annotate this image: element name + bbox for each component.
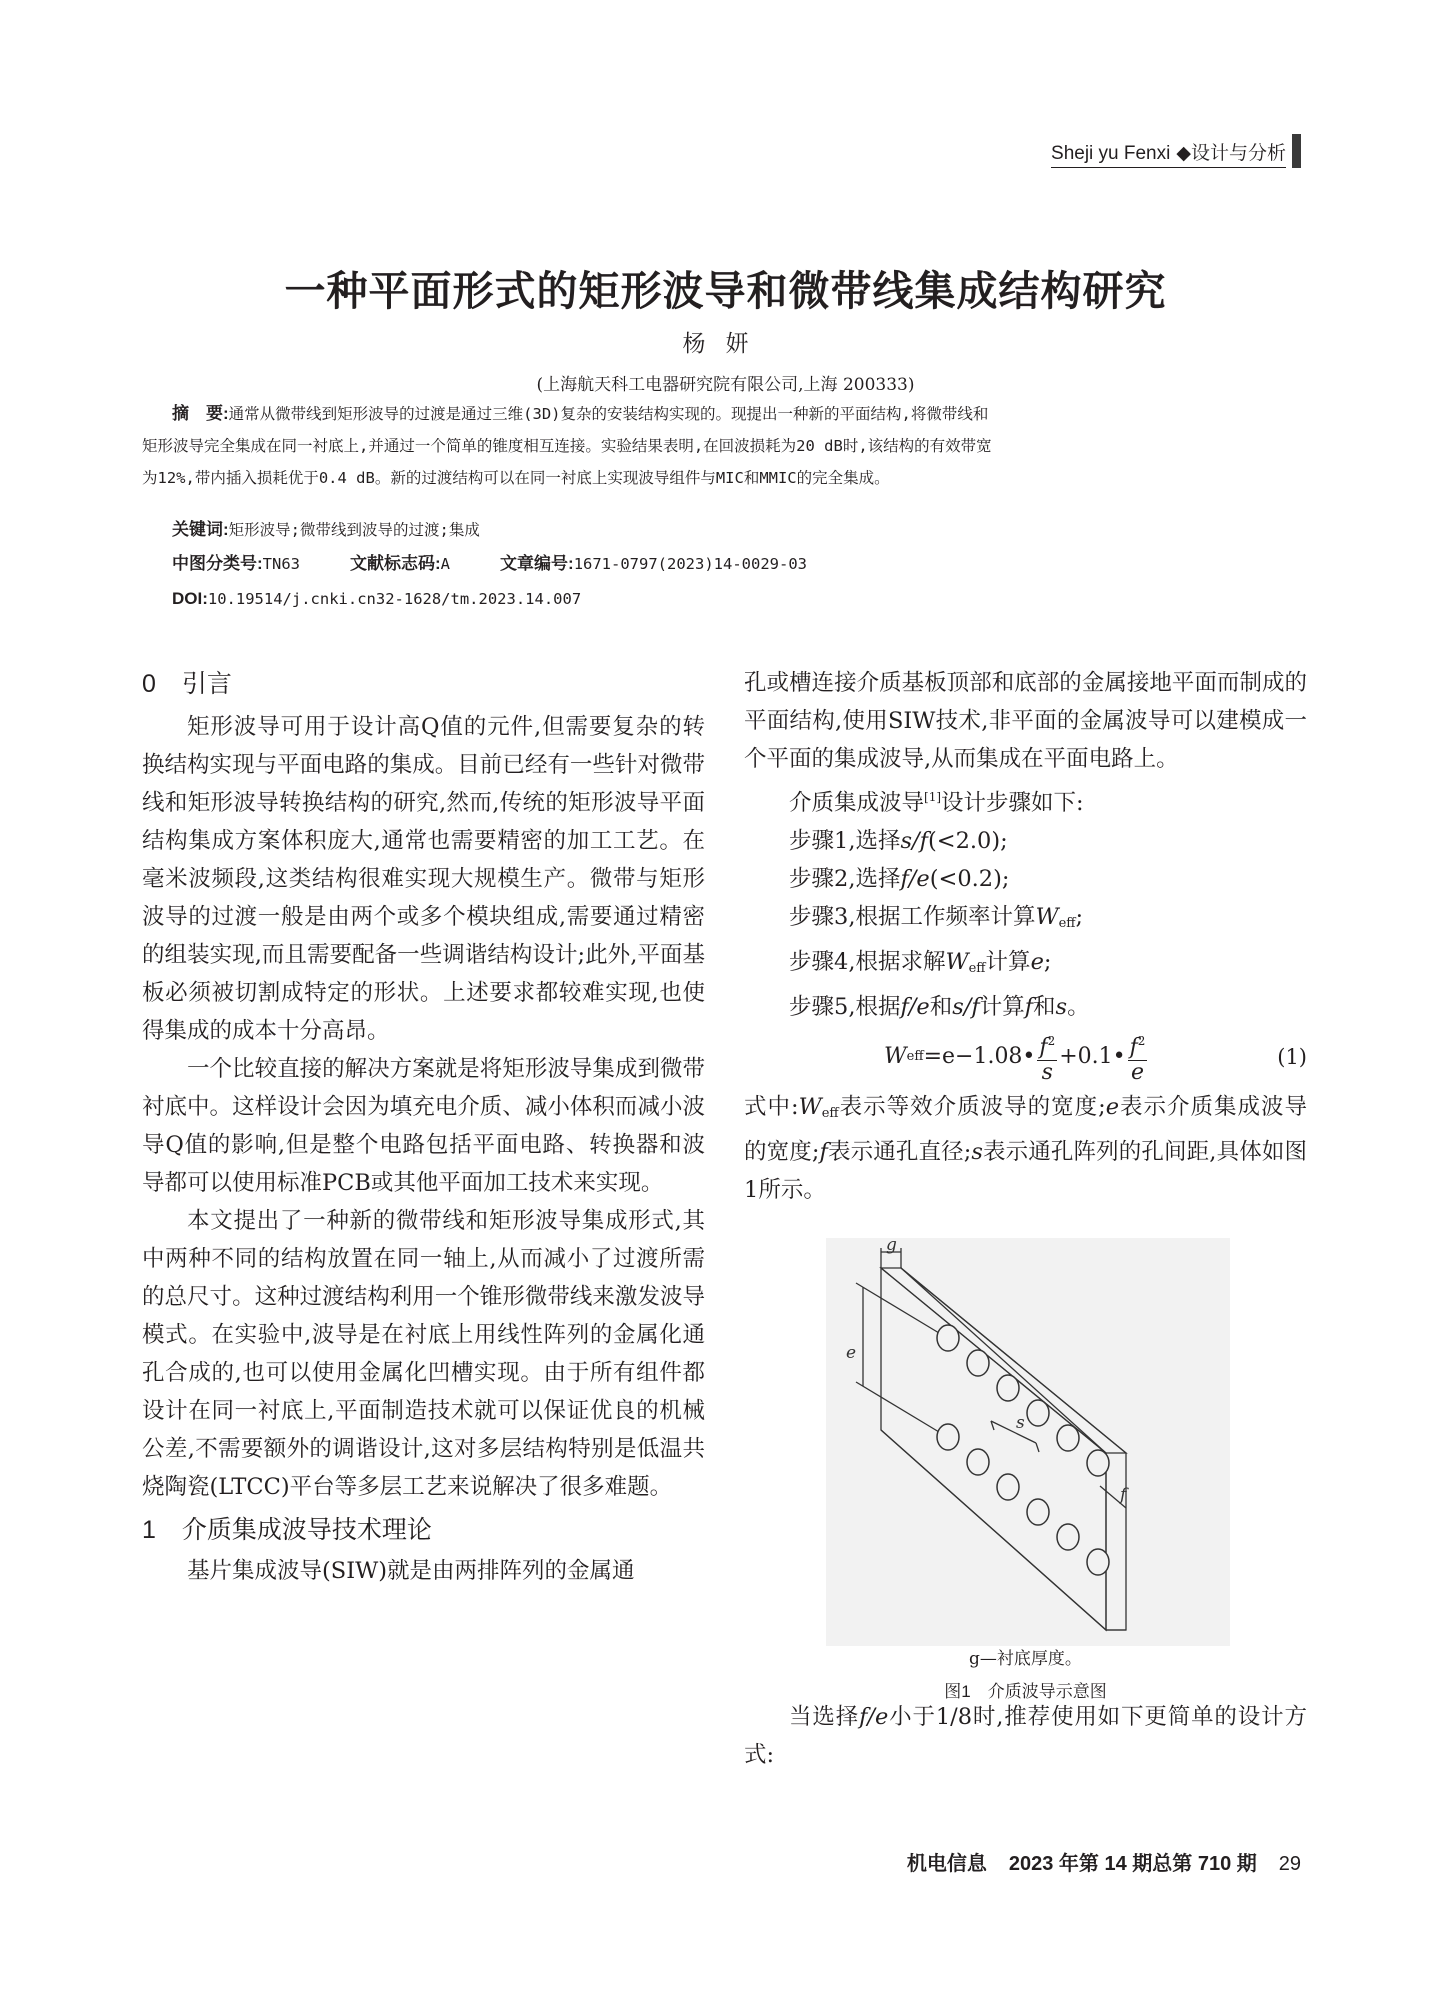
step-2-text: 步骤2,选择 xyxy=(789,866,901,892)
issue-info: 2023 年第 14 期总第 710 期 xyxy=(1008,1853,1257,1875)
step-5-f: f xyxy=(1024,994,1034,1020)
expl-f-desc: 表示通孔直径; xyxy=(827,1139,972,1165)
step-4 xyxy=(744,943,1307,988)
design-steps-intro-tail: 设计步骤如下: xyxy=(941,790,1084,816)
eq-s: s xyxy=(1041,1060,1053,1085)
figure-1 xyxy=(826,1238,1230,1646)
paragraph-after-figure xyxy=(744,1698,1307,1774)
paragraph-after-figure-text xyxy=(744,1698,1307,1774)
step-5-and: 和 xyxy=(929,994,953,1020)
doi xyxy=(142,583,1310,615)
eq-fraction-1-num xyxy=(1037,1029,1057,1061)
eq-f1: f xyxy=(1039,1035,1048,1060)
fig-label-f: f xyxy=(1120,1485,1127,1505)
p-after-ratio: f/e xyxy=(859,1704,889,1730)
step-3-w: W xyxy=(1035,904,1059,930)
running-head-en: Sheji yu Fenxi xyxy=(1051,143,1171,164)
abstract xyxy=(142,398,1310,494)
clc-value: TN63 xyxy=(262,555,300,573)
step-3-text: 步骤3,根据工作频率计算 xyxy=(789,904,1036,930)
section-0-number: 0 xyxy=(142,670,156,698)
step-2-ratio: f/e xyxy=(900,866,930,892)
left-column xyxy=(142,664,705,1590)
article-no-label: 文章编号: xyxy=(500,554,574,573)
p-after-a: 当选择 xyxy=(789,1704,860,1730)
step-1-ratio: s/f xyxy=(900,828,928,854)
step-5 xyxy=(744,988,1307,1026)
step-1 xyxy=(744,822,1307,860)
running-head-text xyxy=(1051,138,1286,168)
author: 杨妍 xyxy=(682,331,769,357)
eq-e: e xyxy=(1131,1060,1145,1085)
paragraph-siw: 基片集成波导(SIW)就是由两排阵列的金属通 xyxy=(187,1558,635,1584)
step-5-sf: s/f xyxy=(952,994,980,1020)
journal-name: 机电信息 xyxy=(906,1853,987,1875)
design-steps-intro-text: 介质集成波导 xyxy=(789,790,925,816)
section-0-title: 引言 xyxy=(181,670,232,698)
expl-prefix: 式中: xyxy=(744,1094,799,1120)
running-head-bar xyxy=(1292,134,1301,168)
doi-label: DOI: xyxy=(172,589,208,608)
expl-e: e xyxy=(1105,1094,1120,1120)
step-4-end: ; xyxy=(1043,949,1052,975)
diamond-icon: ◆ xyxy=(1176,143,1191,164)
step-4-mid: 计算 xyxy=(985,949,1031,975)
step-4-w-sub: eff xyxy=(968,961,986,976)
step-4-text: 步骤4,根据求解 xyxy=(789,949,946,975)
siw-diagram xyxy=(826,1238,1230,1646)
equation-explanation xyxy=(744,1088,1307,1209)
p-after-c: 小于1/8时,推荐使用如下更简单的设计方式: xyxy=(744,1704,1307,1768)
section-1-heading xyxy=(142,1510,705,1550)
eq-w-sub: eff xyxy=(906,1049,924,1064)
section-1-title: 介质集成波导技术理论 xyxy=(181,1516,432,1544)
step-2 xyxy=(744,860,1307,898)
doi-value: 10.19514/j.cnki.cn32-1628/tm.2023.14.007 xyxy=(207,590,582,608)
fig-label-s: s xyxy=(1016,1413,1025,1433)
article-no-value: 1671-0797(2023)14-0029-03 xyxy=(573,555,807,573)
abstract-line-1 xyxy=(142,398,1310,430)
step-5-and-2: 和 xyxy=(1033,994,1056,1020)
fig-label-g: g xyxy=(886,1238,897,1255)
keywords-label: 关键词: xyxy=(172,520,229,539)
step-3-w-sub: eff xyxy=(1058,916,1076,931)
eq-f2: f xyxy=(1129,1035,1138,1060)
step-4-e: e xyxy=(1030,949,1044,975)
keywords xyxy=(142,514,1310,546)
step-5-end: 。 xyxy=(1067,994,1090,1020)
eq-f1-sq: 2 xyxy=(1047,1034,1056,1048)
abstract-label: 摘 要: xyxy=(172,404,229,423)
abstract-line-2: 矩形波导完全集成在同一衬底上,并通过一个简单的锥度相互连接。实验结果表明,在回波损耗为20 dB时,该结构的有效带宽 xyxy=(142,437,992,455)
fig-label-e: e xyxy=(846,1343,857,1363)
expl-w: W xyxy=(798,1094,822,1120)
eq-fraction-2 xyxy=(1128,1029,1148,1085)
eq-w: W xyxy=(884,1044,907,1069)
step-1-limit: (<2.0); xyxy=(927,828,1008,854)
keywords-text: 矩形波导;微带线到波导的过渡;集成 xyxy=(228,521,480,539)
paragraph-intro-1: 矩形波导可用于设计高Q值的元件,但需要复杂的转换结构实现与平面电路的集成。目前已经有一些针对微带线和矩形波导转换结构的研究,然而,传统的矩形波导平面结构集成方案体积庞大,通常也需要精密的加工工艺。在毫米波频段,这类结构很难实现大规模生产。微带与矩形波导的过渡一般是由两个或多个模块组成,需要通过精密的组装实现,而且需要配备一些调谐结构设计;此外,平面基板必须被切割成特定的形状。上述要求都较难实现,也使得集成的成本十分高昂。 xyxy=(142,714,705,1044)
page-number: 29 xyxy=(1278,1853,1301,1875)
design-steps-intro xyxy=(744,778,1307,822)
step-5-fe: f/e xyxy=(900,994,930,1020)
eq-term-1: =e−1.08• xyxy=(923,1044,1036,1069)
expl-w-desc: 表示等效介质波导的宽度; xyxy=(838,1094,1106,1120)
figure-1-caption: 图1 介质波导示意图 xyxy=(944,1682,1107,1701)
equation-1-number: (1) xyxy=(1277,1045,1307,1069)
step-4-w: W xyxy=(945,949,969,975)
doc-code-value: A xyxy=(440,555,451,573)
step-5-s: s xyxy=(1055,994,1068,1020)
clc-label: 中图分类号: xyxy=(172,554,263,573)
page-footer xyxy=(907,1847,1301,1876)
paragraph-intro-2: 一个比较直接的解决方案就是将矩形波导集成到微带衬底中。这样设计会因为填充电介质、减小体积而减小波导Q值的影响,但是整个电路包括平面电路、转换器和波导都可以使用标准PCB或其他平面加工技术来实现。 xyxy=(142,1056,705,1196)
figure-1-note: g—衬底厚度。 xyxy=(969,1649,1082,1669)
eq-fraction-1 xyxy=(1037,1029,1057,1085)
step-5-calc: 计算 xyxy=(979,994,1025,1020)
expl-s: s xyxy=(971,1139,983,1165)
running-head-cn: 设计与分析 xyxy=(1190,143,1286,164)
expl-s-desc: 表示通孔阵列的孔间距,具体如图1所示。 xyxy=(744,1139,1307,1203)
expl-f: f xyxy=(819,1139,828,1165)
eq-f2-sq: 2 xyxy=(1137,1034,1146,1048)
step-3 xyxy=(744,898,1307,943)
paragraph-intro-3: 本文提出了一种新的微带线和矩形波导集成形式,其中两种不同的结构放置在同一轴上,从而减小了过渡所需的总尺寸。这种过渡结构利用一个锥形微带线来激发波导模式。在实验中,波导是在衬底上用线性阵列的金属化通孔合成的,也可以使用金属化凹槽实现。由于所有组件都设计在同一衬底上,平面制造技术就可以保证优良的机械公差,不需要额外的调谐设计,这对多层结构特别是低温共烧陶瓷(LTCC)平台等多层工艺来说解决了很多难题。 xyxy=(142,1208,705,1500)
step-1-text: 步骤1,选择 xyxy=(789,828,901,854)
running-head xyxy=(1051,134,1301,168)
abstract-text-1: 通常从微带线到矩形波导的过渡是通过三维(3D)复杂的安装结构实现的。现提出一种新的平面结构,将微带线和 xyxy=(228,405,989,423)
doc-code-label: 文献标志码: xyxy=(350,554,441,573)
equation-1 xyxy=(744,1026,1307,1088)
expl-e-desc: 表示介质集成波导的宽度; xyxy=(744,1094,1307,1165)
affiliation: (上海航天科工电器研究院有限公司,上海 200333) xyxy=(536,375,915,395)
eq-term-2: +0.1• xyxy=(1059,1044,1126,1069)
reference-1: [1] xyxy=(924,790,942,804)
step-3-end: ; xyxy=(1075,904,1084,930)
paragraph-siw-continued: 孔或槽连接介质基板顶部和底部的金属接地平面而制成的平面结构,使用SIW技术,非平面的金属波导可以建模成一个平面的集成波导,从而集成在平面电路上。 xyxy=(744,670,1307,772)
paper-title: 一种平面形式的矩形波导和微带线集成结构研究 xyxy=(284,268,1167,314)
step-5-text: 步骤5,根据 xyxy=(789,994,901,1020)
classification xyxy=(142,548,1310,580)
section-0-heading xyxy=(142,664,705,704)
right-column xyxy=(744,664,1307,1209)
step-2-limit: (<0.2); xyxy=(929,866,1010,892)
eq-fraction-2-num xyxy=(1128,1029,1148,1061)
expl-w-sub: eff xyxy=(821,1106,839,1121)
abstract-line-3: 为12%,带内插入损耗优于0.4 dB。新的过渡结构可以在同一衬底上实现波导组件与MIC和MMIC的完全集成。 xyxy=(142,469,890,487)
equation-1-body xyxy=(884,1026,1149,1088)
section-1-number: 1 xyxy=(142,1516,156,1544)
